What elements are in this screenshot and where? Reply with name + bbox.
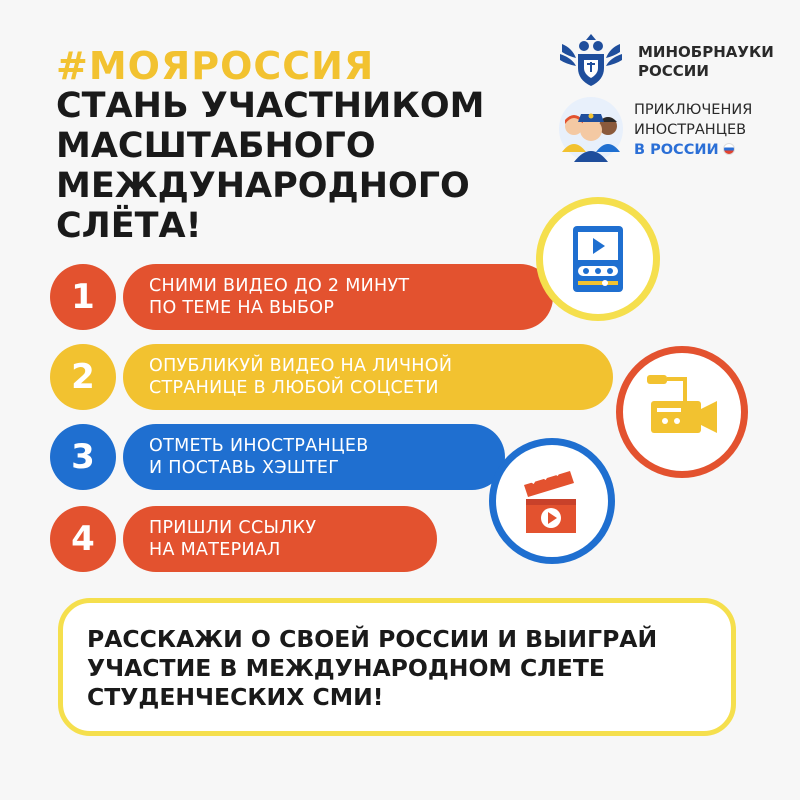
step-pill [123,506,437,572]
headline-line: МАСШТАБНОГО [56,126,376,166]
callout-box [58,598,736,736]
step-text: И ПОСТАВЬ ХЭШТЕГ [149,458,340,478]
headline-line: СЛЁТА! [56,206,202,246]
video-camera-icon [623,353,741,471]
step-number: 3 [50,424,116,490]
headline-line: МЕЖДУНАРОДНОГО [56,166,470,206]
ministry-name-line: МИНОБРНАУКИ [638,43,774,61]
step-number: 4 [50,506,116,572]
callout-line: РАССКАЖИ О СВОЕЙ РОССИИ И ВЫИГРАЙ [87,625,658,653]
project-name [634,100,752,160]
step-text: ПО ТЕМЕ НА ВЫБОР [149,298,335,318]
step-pill [123,424,505,490]
video-player-icon [543,204,653,314]
step-text: ОТМЕТЬ ИНОСТРАНЦЕВ [149,436,369,456]
ministry-name [638,43,774,81]
step-number: 2 [50,344,116,410]
ministry-logo [558,30,778,90]
headline-line: СТАНЬ УЧАСТНИКОМ [56,86,485,126]
ministry-name-line: РОССИИ [638,62,709,80]
step-pill [123,344,613,410]
step-text: НА МАТЕРИАЛ [149,540,281,560]
project-name-line: ПРИКЛЮЧЕНИЯ [634,102,753,118]
hashtag-title: #МОЯРОССИЯ [56,44,375,88]
callout-line: СТУДЕНЧЕСКИХ СМИ! [87,683,384,711]
video-camera-badge [616,346,748,478]
step-number: 1 [50,264,116,330]
eagle-emblem-icon [558,30,624,90]
callout-line: УЧАСТИЕ В МЕЖДУНАРОДНОМ СЛЕТЕ [87,654,605,682]
step-text: ОПУБЛИКУЙ ВИДЕО НА ЛИЧНОЙ [149,356,453,376]
project-name-accent: В РОССИИ [634,142,719,158]
clapperboard-badge [489,438,615,564]
headline [56,86,526,246]
russian-flag-icon [723,143,735,155]
video-player-badge [536,197,660,321]
clapperboard-icon [496,445,608,557]
project-logo [558,96,778,166]
step-text: СТРАНИЦЕ В ЛЮБОЙ СОЦСЕТИ [149,378,439,398]
project-name-line: ИНОСТРАНЦЕВ [634,122,747,138]
step-text: СНИМИ ВИДЕО ДО 2 МИНУТ [149,276,410,296]
step-text: ПРИШЛИ ССЫЛКУ [149,518,317,538]
step-pill [123,264,553,330]
characters-icon [558,96,624,162]
